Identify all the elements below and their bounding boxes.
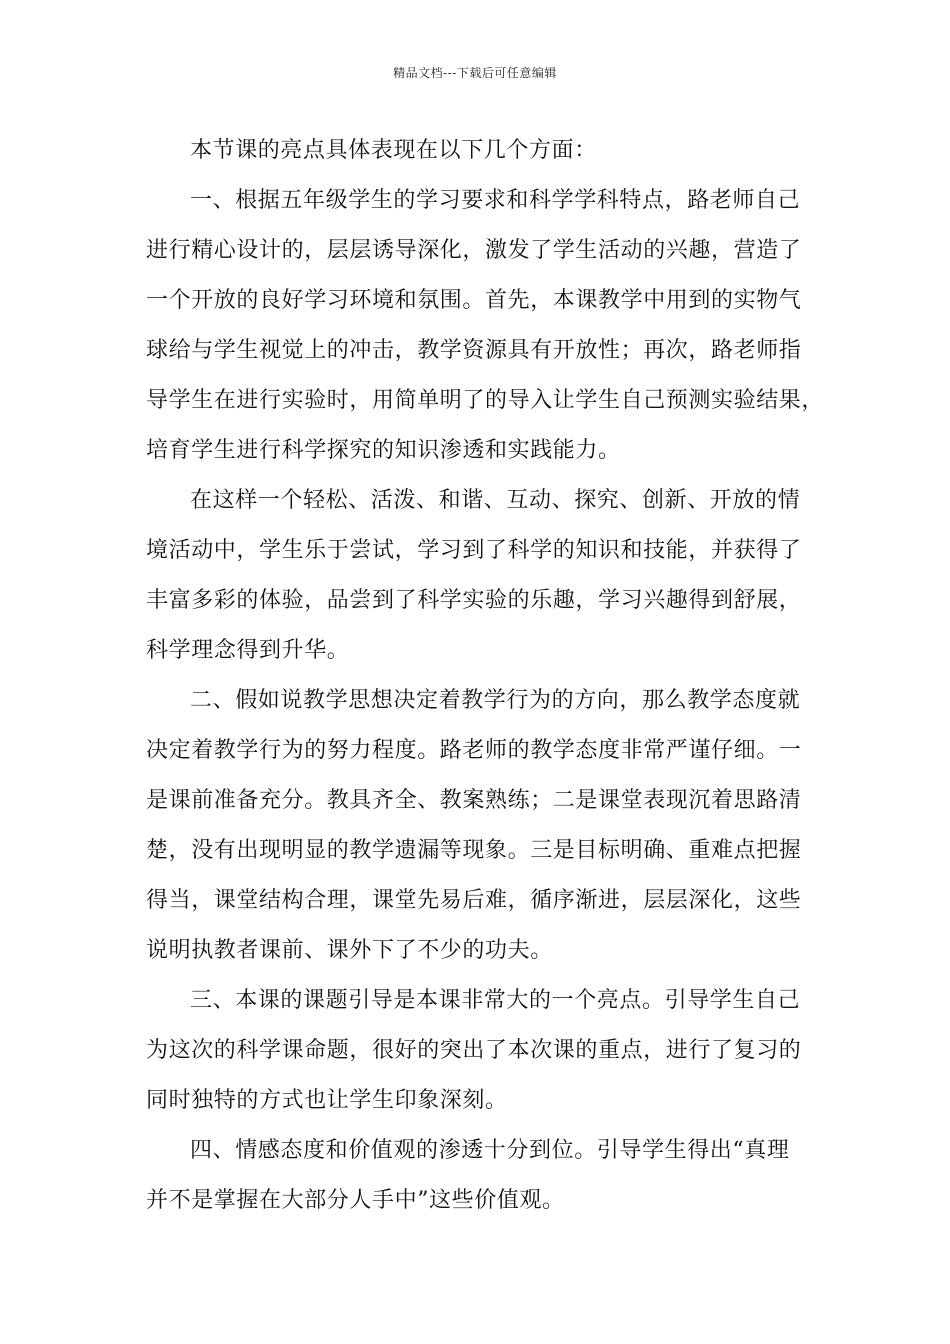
document-body (146, 126, 825, 1226)
paragraph-line: 得当，课堂结构合理，课堂先易后难，循序渐进，层层深化，这些 (146, 888, 802, 913)
paragraph-line: 一个开放的良好学习环境和氛围。首先，本课教学中用到的实物气 (146, 288, 802, 313)
paragraph-point-four (146, 1126, 816, 1226)
paragraph-intro (146, 126, 816, 176)
paragraph-point-two (146, 676, 816, 976)
paragraph-line: 一、根据五年级学生的学习要求和科学学科特点，路老师自己 (190, 188, 801, 213)
paragraph-line: 本节课的亮点具体表现在以下几个方面： (190, 138, 597, 163)
paragraph-line: 决定着教学行为的努力程度。路老师的教学态度非常严谨仔细。一 (146, 738, 802, 763)
paragraph-line: 同时独特的方式也让学生印象深刻。 (146, 1088, 508, 1113)
paragraph-line: 科学理念得到升华。 (146, 638, 350, 663)
paragraph-line: 二、假如说教学思想决定着教学行为的方向，那么教学态度就 (190, 688, 801, 713)
paragraph-line: 丰富多彩的体验，品尝到了科学实验的乐趣，学习兴趣得到舒展， (146, 588, 802, 613)
page-header: 精品文档---下载后可任意编辑 (393, 66, 557, 80)
paragraph-line: 球给与学生视觉上的冲击，教学资源具有开放性；再次，路老师指 (146, 338, 802, 363)
paragraph-line: 说明执教者课前、课外下了不少的功夫。 (146, 938, 553, 963)
paragraph-point-three (146, 976, 816, 1126)
paragraph-line: 境活动中，学生乐于尝试，学习到了科学的知识和技能，并获得了 (146, 538, 802, 563)
paragraph-point-one (146, 176, 825, 476)
paragraph-line: 为这次的科学课命题，很好的突出了本次课的重点，进行了复习的 (146, 1038, 802, 1063)
paragraph-environment (146, 476, 816, 676)
paragraph-line: 导学生在进行实验时，用简单明了的导入让学生自己预测实验结果， (146, 388, 825, 413)
paragraph-line: 并不是掌握在大部分人手中”这些价值观。 (146, 1188, 565, 1213)
paragraph-line: 是课前准备充分。教具齐全、教案熟练；二是课堂表现沉着思路清 (146, 788, 802, 813)
paragraph-line: 在这样一个轻松、活泼、和谐、互动、探究、创新、开放的情 (190, 488, 801, 513)
paragraph-line: 四、情感态度和价值观的渗透十分到位。引导学生得出“真理 (190, 1138, 790, 1163)
paragraph-line: 三、本课的课题引导是本课非常大的一个亮点。引导学生自己 (190, 988, 801, 1013)
paragraph-line: 楚，没有出现明显的教学遗漏等现象。三是目标明确、重难点把握 (146, 838, 802, 863)
paragraph-line: 培育学生进行科学探究的知识渗透和实践能力。 (146, 438, 621, 463)
paragraph-line: 进行精心设计的，层层诱导深化，激发了学生活动的兴趣，营造了 (146, 238, 802, 263)
